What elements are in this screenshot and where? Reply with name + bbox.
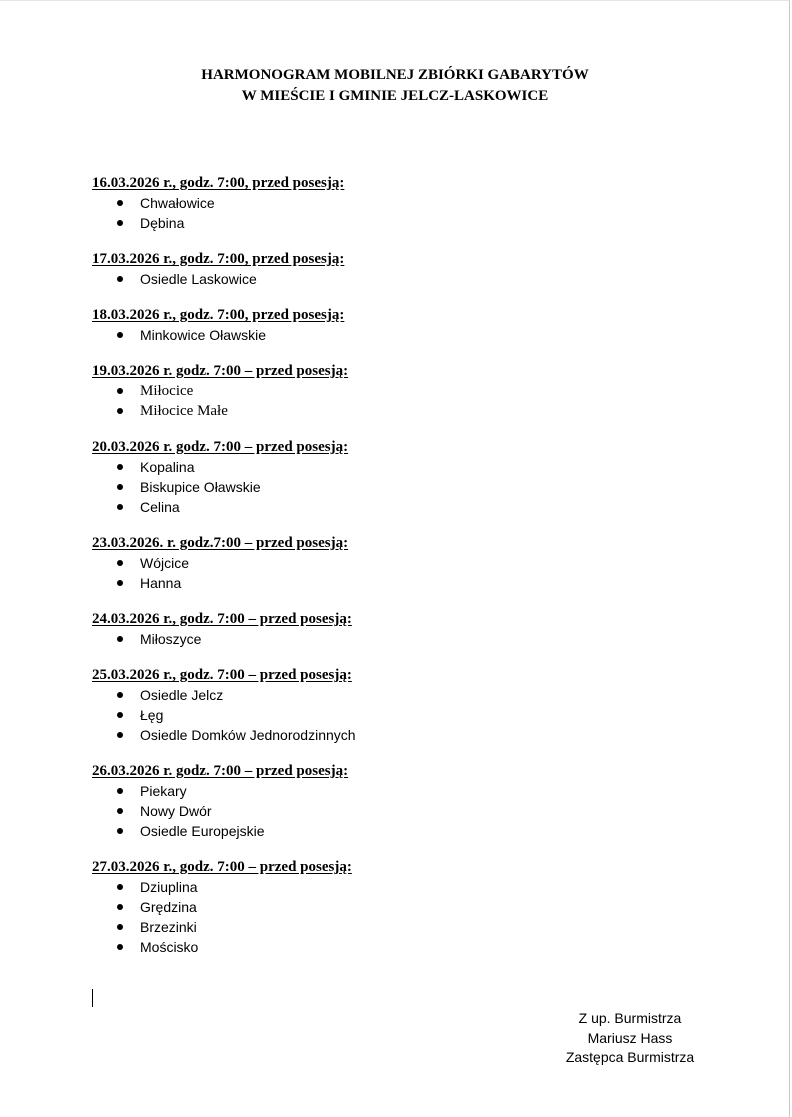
bullet-icon — [117, 332, 123, 338]
list-item — [92, 705, 692, 725]
location-name: Kopalina — [140, 459, 195, 475]
list-item — [92, 497, 692, 517]
bullet-icon — [117, 464, 123, 470]
location-name: Osiedle Jelcz — [140, 687, 224, 703]
location-name: Osiedle Laskowice — [140, 271, 257, 287]
bullet-icon — [117, 580, 123, 586]
bullet-icon — [117, 200, 123, 206]
schedule-group — [92, 762, 692, 841]
location-list — [92, 685, 692, 745]
schedule-date-heading: 24.03.2026 r., godz. 7:00 – przed posesją: — [92, 611, 352, 627]
list-item — [92, 877, 692, 897]
schedule-group — [92, 666, 692, 745]
location-name: Biskupice Oławskie — [140, 479, 261, 495]
bullet-icon — [117, 484, 123, 490]
schedule-group — [92, 174, 692, 233]
location-name: Celina — [140, 499, 180, 515]
schedule-group — [92, 858, 692, 957]
list-item — [92, 269, 692, 289]
list-item — [92, 553, 692, 573]
bullet-icon — [117, 220, 123, 226]
location-name: Miłoszyce — [140, 631, 202, 647]
document-title — [0, 65, 790, 107]
location-name: Osiedle Europejskie — [140, 823, 265, 839]
bullet-icon — [117, 828, 123, 834]
text-cursor — [92, 989, 93, 1007]
location-name: Grędzina — [140, 899, 197, 915]
bullet-icon — [117, 408, 123, 414]
location-name: Łęg — [140, 707, 164, 723]
bullet-icon — [117, 732, 123, 738]
signature-block — [530, 1009, 730, 1068]
schedule-date-heading: 23.03.2026. r. godz.7:00 – przed posesją: — [92, 535, 349, 551]
location-name: Miłocice — [140, 383, 194, 399]
location-list — [92, 781, 692, 841]
bullet-icon — [117, 808, 123, 814]
list-item — [92, 725, 692, 745]
schedule-date-heading: 26.03.2026 r. godz. 7:00 – przed posesją: — [92, 763, 349, 779]
bullet-icon — [117, 788, 123, 794]
bullet-icon — [117, 692, 123, 698]
title-line-1: HARMONOGRAM MOBILNEJ ZBIÓRKI GABARYTÓW — [201, 67, 589, 83]
location-list — [92, 269, 692, 289]
list-item — [92, 477, 692, 497]
location-name: Nowy Dwór — [140, 803, 212, 819]
location-list — [92, 553, 692, 593]
bullet-icon — [117, 504, 123, 510]
schedule-group — [92, 610, 692, 649]
schedule-date-heading: 16.03.2026 r., godz. 7:00, przed posesją: — [92, 175, 345, 191]
location-name: Dębina — [140, 215, 185, 231]
schedule-date-heading: 20.03.2026 r. godz. 7:00 – przed posesją: — [92, 439, 349, 455]
location-name: Mościsko — [140, 939, 199, 955]
schedule-group — [92, 438, 692, 517]
bullet-icon — [117, 712, 123, 718]
list-item — [92, 573, 692, 593]
list-item — [92, 629, 692, 649]
location-list — [92, 629, 692, 649]
location-list — [92, 193, 692, 233]
list-item — [92, 213, 692, 233]
list-item — [92, 917, 692, 937]
bullet-icon — [117, 560, 123, 566]
list-item — [92, 685, 692, 705]
location-list — [92, 877, 692, 957]
location-name: Miłocice Małe — [140, 403, 228, 419]
list-item — [92, 193, 692, 213]
bullet-icon — [117, 388, 123, 394]
location-list — [92, 457, 692, 517]
location-name: Piekary — [140, 783, 187, 799]
bullet-icon — [117, 944, 123, 950]
schedule-date-heading: 19.03.2026 r. godz. 7:00 – przed posesją: — [92, 363, 349, 379]
bullet-icon — [117, 276, 123, 282]
list-item — [92, 325, 692, 345]
list-item — [92, 937, 692, 957]
list-item — [92, 801, 692, 821]
schedule-list — [92, 174, 692, 974]
location-list — [92, 325, 692, 345]
bullet-icon — [117, 884, 123, 890]
location-name: Brzezinki — [140, 919, 197, 935]
signature-line-2: Mariusz Hass — [587, 1029, 673, 1046]
list-item — [92, 401, 692, 421]
location-list — [92, 381, 692, 421]
schedule-group — [92, 306, 692, 345]
location-name: Dziuplina — [140, 879, 198, 895]
bullet-icon — [117, 636, 123, 642]
location-name: Chwałowice — [140, 195, 215, 211]
schedule-group — [92, 534, 692, 593]
schedule-date-heading: 25.03.2026 r., godz. 7:00 – przed posesją: — [92, 667, 352, 683]
list-item — [92, 381, 692, 401]
schedule-date-heading: 17.03.2026 r., godz. 7:00, przed posesją: — [92, 251, 345, 267]
location-name: Wójcice — [140, 555, 190, 571]
list-item — [92, 897, 692, 917]
schedule-group — [92, 250, 692, 289]
list-item — [92, 821, 692, 841]
list-item — [92, 457, 692, 477]
schedule-date-heading: 27.03.2026 r., godz. 7:00 – przed posesją: — [92, 859, 352, 875]
schedule-date-heading: 18.03.2026 r., godz. 7:00, przed posesją: — [92, 307, 345, 323]
location-name: Osiedle Domków Jednorodzinnych — [140, 727, 356, 743]
schedule-group — [92, 362, 692, 421]
location-name: Minkowice Oławskie — [140, 327, 267, 343]
signature-line-1: Z up. Burmistrza — [578, 1010, 682, 1026]
bullet-icon — [117, 904, 123, 910]
list-item — [92, 781, 692, 801]
signature-line-3: Zastępca Burmistrza — [565, 1049, 695, 1065]
title-line-2: W MIEŚCIE I GMINIE JELCZ-LASKOWICE — [241, 88, 549, 104]
location-name: Hanna — [140, 575, 182, 591]
bullet-icon — [117, 924, 123, 930]
